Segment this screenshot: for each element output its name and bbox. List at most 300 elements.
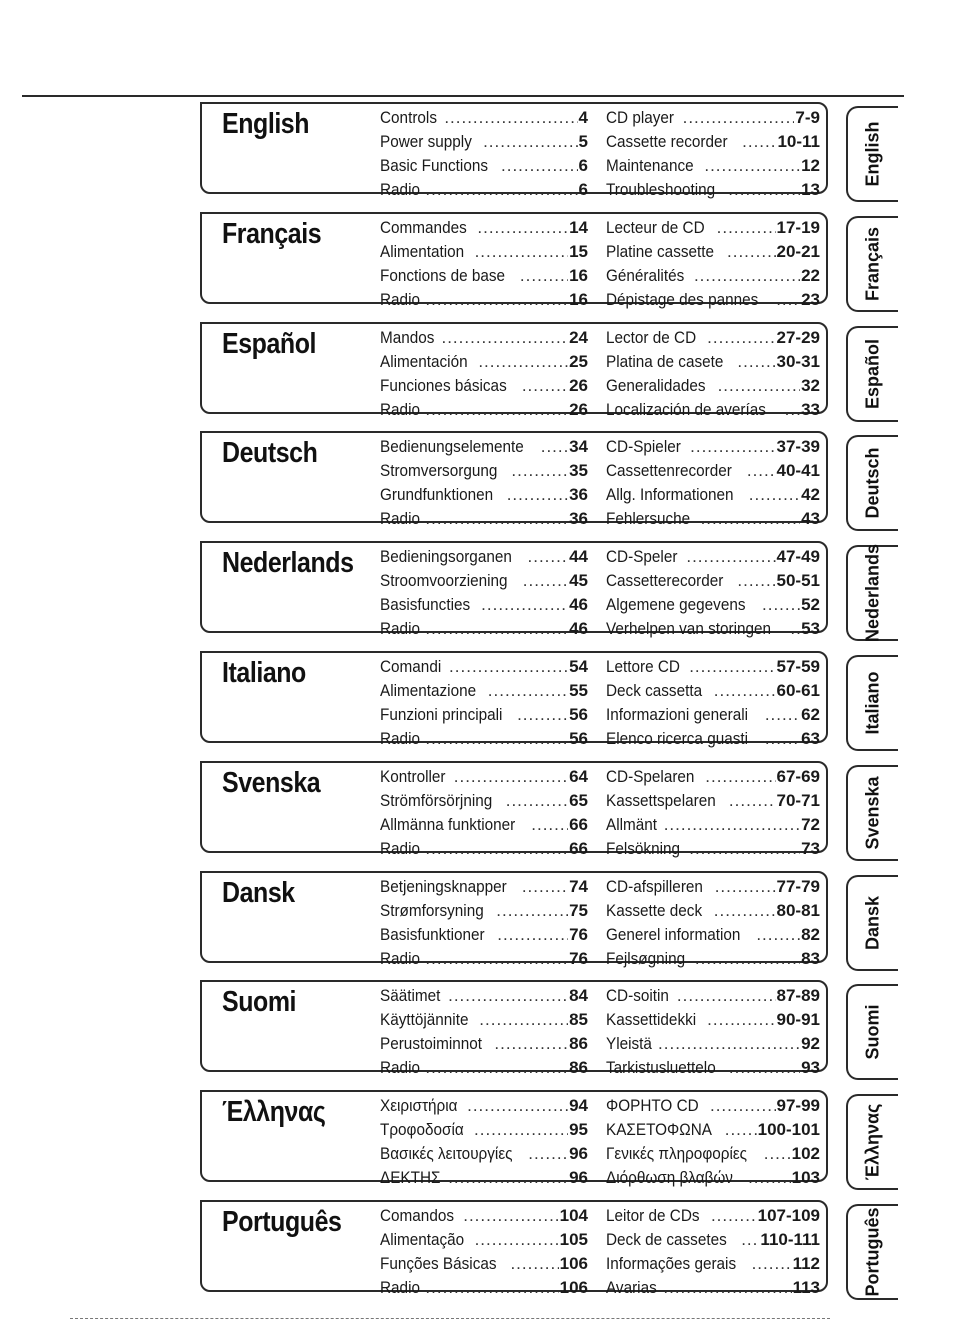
language-section (200, 761, 828, 858)
language-tab-label: English (862, 121, 883, 187)
toc-entry-label: Controls (380, 108, 437, 127)
toc-entry[interactable] (380, 593, 588, 617)
toc-entry[interactable] (606, 1252, 820, 1276)
toc-leader-dots (737, 569, 775, 593)
toc-entry[interactable] (380, 875, 588, 899)
toc-entry-label: Stroomvoorziening (380, 571, 508, 591)
toc-entry[interactable] (606, 1166, 820, 1190)
toc-entry-page: 60-61 (776, 681, 820, 700)
toc-entry[interactable] (380, 507, 588, 531)
toc-entry-page: 86 (569, 1058, 588, 1078)
toc-column-right (606, 435, 820, 531)
toc-entry[interactable] (380, 1008, 588, 1032)
toc-leader-dots (677, 984, 776, 1008)
language-section (200, 322, 828, 419)
toc-entry-label: Betjeningsknapper (380, 876, 507, 896)
toc-entry-label: Algemene gegevens (606, 595, 746, 615)
toc-leader-dots (707, 1008, 775, 1032)
toc-leader-dots (729, 1056, 800, 1080)
toc-leader-dots (449, 655, 568, 679)
toc-entry-label: Lecteur de CD (606, 217, 705, 237)
toc-leader-dots (474, 1118, 568, 1142)
language-tab-label: Nederlands (862, 544, 883, 643)
toc-entry[interactable] (380, 837, 588, 861)
toc-entry[interactable] (606, 154, 820, 178)
toc-entry[interactable] (380, 106, 588, 130)
toc-entry-label: Basisfunktioner (380, 924, 485, 944)
toc-entry[interactable] (380, 240, 588, 264)
language-tab-label: Deutsch (862, 447, 883, 519)
toc-entry-label: Tarkistusluettelo (606, 1058, 716, 1078)
toc-entry-label: Maintenance (606, 156, 694, 175)
toc-entry-page: 57-59 (776, 657, 820, 676)
toc-entry-label: Radio (380, 509, 420, 529)
toc-leader-dots (511, 459, 568, 483)
toc-leader-dots (488, 679, 568, 703)
toc-entry[interactable] (606, 130, 820, 154)
toc-entry[interactable] (606, 569, 820, 593)
toc-entry-page: 103 (791, 1168, 820, 1188)
toc-column-right (606, 1094, 820, 1190)
toc-entry[interactable] (380, 264, 588, 288)
toc-entry[interactable] (380, 1228, 588, 1252)
toc-entry-label: Funções Básicas (380, 1254, 497, 1273)
toc-column-right (606, 326, 820, 422)
toc-leader-dots (718, 374, 801, 398)
language-title: Español (222, 327, 317, 360)
toc-entry[interactable] (606, 655, 820, 679)
toc-leader-dots (689, 837, 800, 861)
toc-leader-dots (762, 593, 800, 617)
toc-entry-page: 70-71 (776, 790, 820, 810)
toc-entry-label: Strömförsörjning (380, 790, 493, 810)
toc-entry[interactable] (380, 288, 588, 312)
toc-entry[interactable] (380, 813, 588, 837)
toc-entry-page: 32 (801, 375, 820, 395)
toc-entry-page: 52 (801, 595, 820, 615)
toc-entry[interactable] (380, 154, 588, 178)
toc-entry[interactable] (606, 1056, 820, 1080)
toc-leader-dots (481, 593, 568, 617)
toc-entry-page: 105 (559, 1230, 588, 1249)
toc-leader-dots (441, 326, 568, 350)
toc-entry[interactable] (606, 765, 820, 789)
toc-entry-label: Διόρθωση βλαβών (606, 1168, 733, 1188)
toc-leader-dots (790, 617, 800, 641)
toc-entry-label: Strømforsyning (380, 900, 484, 920)
toc-entry-page: 92 (801, 1034, 820, 1054)
toc-entry-label: ΔΕΚΤΗΣ (380, 1168, 441, 1188)
toc-column-left (380, 435, 588, 531)
language-tab[interactable] (846, 1204, 898, 1300)
toc-entry-page: 90-91 (776, 1010, 820, 1030)
toc-entry-page: 55 (569, 681, 588, 700)
toc-entry-page: 75 (569, 900, 588, 920)
toc-entry-page: 56 (569, 729, 588, 748)
toc-entry[interactable] (606, 1142, 820, 1166)
toc-leader-dots (497, 923, 568, 947)
toc-entry-label: Radio (380, 1058, 420, 1078)
toc-entry-label: Commandes (380, 217, 467, 237)
toc-entry-label: Localización de averías (606, 399, 766, 419)
toc-entry[interactable] (606, 240, 820, 264)
toc-entry[interactable] (380, 178, 588, 202)
toc-entry[interactable] (606, 875, 820, 899)
toc-entry[interactable] (380, 1276, 588, 1300)
toc-entry[interactable] (606, 703, 820, 727)
toc-entry[interactable] (380, 374, 588, 398)
toc-entry-label: Radio (380, 838, 420, 858)
toc-entry-page: 53 (801, 619, 820, 639)
toc-entry[interactable] (380, 483, 588, 507)
toc-entry-page: 54 (569, 657, 588, 676)
language-title: Dansk (222, 876, 295, 909)
toc-column-left (380, 984, 588, 1080)
language-title: Svenska (222, 766, 321, 799)
toc-entry-label: Allmänna funktioner (380, 814, 516, 834)
toc-entry-label: ΦΟΡΗΤΟ CD (606, 1096, 699, 1116)
toc-entry[interactable] (380, 1252, 588, 1276)
toc-leader-dots (517, 703, 568, 727)
toc-entry-label: CD-Spieler (606, 437, 681, 457)
toc-entry-label: Käyttöjännite (380, 1010, 469, 1030)
toc-entry-label: Radio (380, 619, 420, 639)
toc-leader-dots (425, 617, 568, 641)
toc-leader-dots (748, 1166, 791, 1190)
toc-entry[interactable] (606, 837, 820, 861)
toc-entry[interactable] (606, 1094, 820, 1118)
toc-entry-page: 35 (569, 461, 588, 481)
toc-entry[interactable] (606, 1276, 820, 1300)
toc-entry-page: 113 (792, 1278, 820, 1297)
toc-column-right (606, 106, 820, 202)
toc-entry[interactable] (380, 130, 588, 154)
language-title: Nederlands (222, 547, 354, 580)
toc-entry-page: 37-39 (776, 437, 820, 457)
toc-entry-label: Funzioni principali (380, 705, 503, 724)
toc-entry-label: Bedieningsorganen (380, 547, 512, 567)
toc-leader-dots (523, 569, 568, 593)
toc-entry-label: Deck cassetta (606, 681, 703, 700)
toc-entry-label: CD-soitin (606, 986, 669, 1006)
toc-leader-dots (776, 288, 800, 312)
toc-entry-page: 27-29 (776, 327, 820, 347)
toc-entry-label: Χειριστήρια (380, 1096, 458, 1116)
toc-entry-label: Informações gerais (606, 1254, 737, 1273)
toc-leader-dots (507, 483, 568, 507)
toc-entry[interactable] (606, 1228, 820, 1252)
toc-entry[interactable] (606, 617, 820, 641)
toc-entry[interactable] (380, 350, 588, 374)
toc-entry-label: Γενικές πληροφορίες (606, 1144, 748, 1164)
toc-leader-dots (714, 679, 776, 703)
toc-entry-page: 44 (569, 547, 588, 567)
toc-entry[interactable] (380, 326, 588, 350)
toc-entry[interactable] (606, 216, 820, 240)
toc-entry[interactable] (606, 789, 820, 813)
toc-entry[interactable] (606, 178, 820, 202)
toc-entry-label: Säätimet (380, 986, 441, 1006)
toc-entry-page: 66 (569, 814, 588, 834)
toc-column-left (380, 545, 588, 641)
toc-entry[interactable] (380, 1032, 588, 1056)
toc-leader-dots (444, 106, 577, 130)
toc-entry-page: 47-49 (776, 547, 820, 567)
toc-entry-page: 26 (569, 399, 588, 419)
toc-column-left (380, 1204, 588, 1300)
toc-entry-label: Basic Functions (380, 156, 488, 175)
toc-entry[interactable] (380, 435, 588, 459)
toc-leader-dots (663, 1276, 791, 1300)
toc-entry-label: Grundfunktionen (380, 485, 494, 505)
toc-entry[interactable] (380, 984, 588, 1008)
toc-entry-page: 12 (801, 156, 820, 175)
toc-entry-label: Fonctions de base (380, 265, 506, 285)
toc-entry-page: 10-11 (777, 132, 820, 151)
toc-entry-label: Troubleshooting (606, 180, 716, 199)
toc-column-left (380, 765, 588, 861)
toc-leader-dots (425, 837, 568, 861)
toc-entry-label: Fejlsøgning (606, 948, 686, 968)
toc-entry-label: Mandos (380, 327, 435, 347)
toc-leader-dots (741, 1228, 759, 1252)
toc-entry-label: Funciones básicas (380, 375, 507, 395)
language-tab-label: Português (862, 1207, 883, 1297)
toc-entry[interactable] (380, 398, 588, 422)
toc-entry-page: 77-79 (776, 876, 820, 896)
toc-entry-page: 96 (569, 1168, 588, 1188)
toc-entry[interactable] (606, 984, 820, 1008)
toc-entry-page: 46 (569, 595, 588, 615)
toc-entry-page: 96 (569, 1144, 588, 1164)
toc-entry[interactable] (606, 1204, 820, 1228)
toc-entry-label: Dépistage des pannes (606, 289, 759, 309)
toc-entry-label: Alimentação (380, 1230, 465, 1249)
toc-entry-label: Allmänt (606, 814, 658, 834)
language-tab[interactable] (846, 765, 898, 861)
toc-leader-dots (765, 727, 800, 751)
toc-entry-label: Informazioni generali (606, 705, 749, 724)
toc-entry-page: 63 (801, 729, 820, 748)
toc-entry-label: Radio (380, 1278, 420, 1297)
toc-entry-page: 46 (569, 619, 588, 639)
language-section (200, 431, 828, 529)
toc-entry-label: Kassettidekki (606, 1010, 697, 1030)
toc-leader-dots (454, 765, 568, 789)
toc-entry[interactable] (606, 899, 820, 923)
toc-entry[interactable] (380, 765, 588, 789)
toc-entry[interactable] (380, 1142, 588, 1166)
toc-entry[interactable] (606, 435, 820, 459)
toc-entry[interactable] (606, 1032, 820, 1056)
toc-entry[interactable] (380, 655, 588, 679)
toc-entry-page: 65 (569, 790, 588, 810)
toc-leader-dots (715, 875, 776, 899)
toc-entry[interactable] (606, 593, 820, 617)
toc-entry[interactable] (380, 617, 588, 641)
toc-entry-page: 74 (569, 876, 588, 896)
toc-leader-dots (729, 789, 776, 813)
toc-entry[interactable] (606, 507, 820, 531)
toc-entry[interactable] (606, 923, 820, 947)
toc-leader-dots (477, 216, 568, 240)
toc-entry[interactable] (380, 679, 588, 703)
toc-leader-dots (479, 1008, 568, 1032)
toc-entry[interactable] (606, 459, 820, 483)
toc-leader-dots (425, 398, 568, 422)
toc-entry[interactable] (606, 288, 820, 312)
language-tab[interactable] (846, 875, 898, 971)
toc-entry[interactable] (606, 264, 820, 288)
toc-leader-dots (658, 1032, 800, 1056)
toc-entry-label: Τροφοδοσία (380, 1120, 464, 1140)
toc-entry-label: Bedienungselemente (380, 437, 524, 457)
toc-leader-dots (714, 899, 776, 923)
language-tab-label: Suomi (862, 1004, 883, 1060)
toc-entry-page: 107-109 (757, 1206, 820, 1225)
toc-entry[interactable] (606, 545, 820, 569)
toc-leader-dots (475, 240, 569, 264)
toc-leader-dots (425, 507, 568, 531)
language-section (200, 102, 828, 199)
toc-entry-page: 36 (569, 509, 588, 529)
toc-entry-page: 110-111 (760, 1230, 820, 1249)
toc-leader-dots (756, 923, 800, 947)
toc-entry-label: Kassette deck (606, 900, 703, 920)
language-title: Italiano (222, 657, 306, 689)
toc-entry-label: Lettore CD (606, 657, 680, 676)
language-tab[interactable] (846, 106, 898, 202)
toc-column-right (606, 545, 820, 641)
toc-entry[interactable] (380, 1166, 588, 1190)
toc-entry-page: 73 (801, 838, 820, 858)
toc-entry[interactable] (606, 813, 820, 837)
toc-column-left (380, 875, 588, 971)
toc-entry-page: 22 (801, 265, 820, 285)
toc-entry[interactable] (606, 326, 820, 350)
toc-entry[interactable] (380, 1118, 588, 1142)
language-tab[interactable] (846, 545, 898, 641)
toc-entry-label: Deck de cassetes (606, 1230, 727, 1249)
language-tab[interactable] (846, 435, 898, 531)
toc-entry-label: CD-Spelaren (606, 766, 695, 786)
toc-entry-label: Cassette recorder (606, 132, 728, 151)
toc-leader-dots (425, 947, 568, 971)
toc-entry-label: Comandos (380, 1206, 454, 1225)
toc-entry-page: 106 (559, 1278, 588, 1297)
toc-entry[interactable] (380, 569, 588, 593)
toc-column-right (606, 765, 820, 861)
toc-column-left (380, 655, 588, 751)
toc-entry-page: 33 (801, 399, 820, 419)
toc-entry[interactable] (606, 106, 820, 130)
toc-entry[interactable] (380, 459, 588, 483)
toc-entry-label: ΚΑΣΕΤΟΦΩΝΑ (606, 1120, 712, 1140)
toc-entry[interactable] (606, 374, 820, 398)
toc-leader-dots (689, 655, 775, 679)
toc-entry[interactable] (606, 947, 820, 971)
toc-leader-dots (690, 435, 775, 459)
language-tab-label: Dansk (862, 895, 883, 950)
toc-entry[interactable] (380, 923, 588, 947)
toc-leader-dots (727, 240, 776, 264)
toc-column-right (606, 216, 820, 312)
language-section (200, 651, 828, 748)
toc-entry[interactable] (606, 679, 820, 703)
toc-leader-dots (705, 765, 775, 789)
toc-entry-label: Verhelpen van storingen (606, 619, 772, 639)
toc-entry[interactable] (380, 1204, 588, 1228)
toc-entry-label: Leitor de CDs (606, 1206, 700, 1225)
toc-entry[interactable] (380, 703, 588, 727)
toc-entry[interactable] (606, 1118, 820, 1142)
toc-entry[interactable] (606, 398, 820, 422)
toc-entry-page: 36 (569, 485, 588, 505)
toc-entry[interactable] (380, 1056, 588, 1080)
toc-entry-label: Basisfuncties (380, 595, 471, 615)
toc-entry[interactable] (606, 483, 820, 507)
toc-entry-page: 4 (578, 108, 588, 127)
toc-entry-page: 6 (578, 156, 588, 175)
toc-entry[interactable] (380, 545, 588, 569)
toc-entry-label: Power supply (380, 132, 472, 151)
language-tab[interactable] (846, 216, 898, 312)
toc-entry-page: 64 (569, 766, 588, 786)
toc-entry-page: 76 (569, 948, 588, 968)
toc-entry-page: 14 (569, 217, 588, 237)
toc-leader-dots (494, 1032, 568, 1056)
toc-entry-page: 50-51 (776, 571, 820, 591)
language-tab[interactable] (846, 655, 898, 751)
toc-entry-label: Radio (380, 948, 420, 968)
toc-entry-page: 95 (569, 1120, 588, 1140)
toc-entry-page: 72 (801, 814, 820, 834)
toc-entry-label: Platine cassette (606, 241, 715, 261)
toc-entry-page: 83 (801, 948, 820, 968)
toc-leader-dots (725, 1118, 757, 1142)
toc-entry-label: Comandi (380, 657, 442, 676)
toc-leader-dots (747, 459, 776, 483)
toc-entry-page: 87-89 (776, 986, 820, 1006)
toc-entry-page: 76 (569, 924, 588, 944)
toc-entry[interactable] (380, 216, 588, 240)
toc-entry-label: Elenco ricerca guasti (606, 729, 749, 748)
language-tab[interactable] (846, 326, 898, 422)
language-tab[interactable] (846, 984, 898, 1080)
toc-leader-dots (737, 350, 775, 374)
toc-entry-page: 97-99 (776, 1096, 820, 1116)
toc-entry[interactable] (380, 789, 588, 813)
toc-column-left (380, 326, 588, 422)
toc-entry[interactable] (606, 1008, 820, 1032)
toc-entry[interactable] (606, 727, 820, 751)
toc-entry-label: Perustoiminnot (380, 1034, 483, 1054)
toc-leader-dots (704, 154, 800, 178)
toc-leader-dots (749, 483, 800, 507)
language-title: Français (222, 217, 322, 250)
toc-entry[interactable] (606, 350, 820, 374)
toc-leader-dots (448, 984, 568, 1008)
toc-entry[interactable] (380, 1094, 588, 1118)
toc-entry[interactable] (380, 727, 588, 751)
toc-entry[interactable] (380, 947, 588, 971)
language-title: English (222, 108, 310, 140)
toc-entry[interactable] (380, 899, 588, 923)
toc-entry-page: 100-101 (757, 1120, 820, 1140)
language-tab[interactable] (846, 1094, 898, 1190)
toc-entry-label: Radio (380, 289, 420, 309)
toc-leader-dots (710, 1094, 776, 1118)
